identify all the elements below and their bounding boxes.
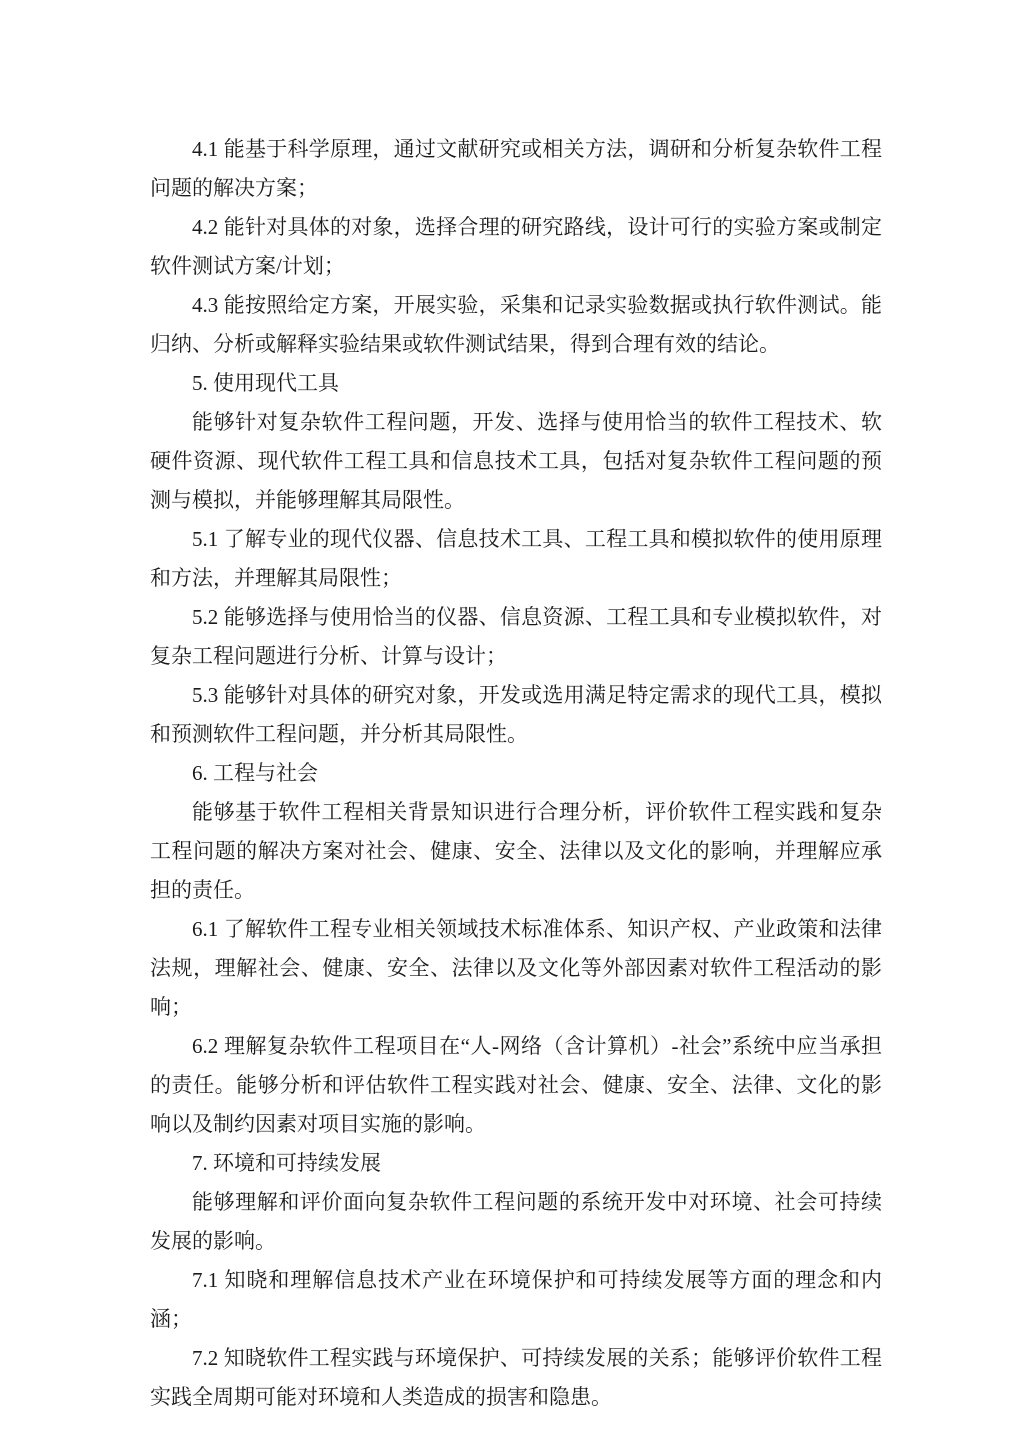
clause-7-1: 7.1 知晓和理解信息技术产业在环境保护和可持续发展等方面的理念和内涵；: [150, 1268, 882, 1331]
clause-6-2: 6.2 理解复杂软件工程项目在“人-网络（含计算机）-社会”系统中应当承担的责任。能够分析和评估软件工程实践对社会、健康、安全、法律、文化的影响以及制约因素对项目实施的影响。: [150, 1034, 882, 1136]
section-heading-7: 7. 环境和可持续发展: [192, 1151, 381, 1175]
clause-4-1: 4.1 能基于科学原理，通过文献研究或相关方法，调研和分析复杂软件工程问题的解决方案；: [150, 137, 882, 200]
section-heading-6: 6. 工程与社会: [192, 761, 318, 785]
section-6-description: 能够基于软件工程相关背景知识进行合理分析，评价软件工程实践和复杂工程问题的解决方案对社会、健康、安全、法律以及文化的影响，并理解应承担的责任。: [150, 800, 882, 902]
clause-4-2: 4.2 能针对具体的对象，选择合理的研究路线，设计可行的实验方案或制定软件测试方案/计划；: [150, 215, 882, 278]
clause-4-3: 4.3 能按照给定方案，开展实验，采集和记录实验数据或执行软件测试。能归纳、分析或解释实验结果或软件测试结果，得到合理有效的结论。: [150, 293, 882, 356]
section-heading-5: 5. 使用现代工具: [192, 371, 339, 395]
clause-5-2: 5.2 能够选择与使用恰当的仪器、信息资源、工程工具和专业模拟软件，对复杂工程问题进行分析、计算与设计；: [150, 605, 882, 668]
document-page: [150, 130, 882, 1417]
section-7-description: 能够理解和评价面向复杂软件工程问题的系统开发中对环境、社会可持续发展的影响。: [150, 1190, 882, 1253]
clause-7-2: 7.2 知晓软件工程实践与环境保护、可持续发展的关系；能够评价软件工程实践全周期可能对环境和人类造成的损害和隐患。: [150, 1346, 882, 1409]
clause-5-1: 5.1 了解专业的现代仪器、信息技术工具、工程工具和模拟软件的使用原理和方法，并理解其局限性；: [150, 527, 882, 590]
clause-5-3: 5.3 能够针对具体的研究对象，开发或选用满足特定需求的现代工具，模拟和预测软件工程问题，并分析其局限性。: [150, 683, 882, 746]
section-5-description: 能够针对复杂软件工程问题，开发、选择与使用恰当的软件工程技术、软硬件资源、现代软件工程工具和信息技术工具，包括对复杂软件工程问题的预测与模拟，并能够理解其局限性。: [150, 410, 882, 512]
clause-6-1: 6.1 了解软件工程专业相关领域技术标准体系、知识产权、产业政策和法律法规，理解社会、健康、安全、法律以及文化等外部因素对软件工程活动的影响；: [150, 917, 882, 1019]
